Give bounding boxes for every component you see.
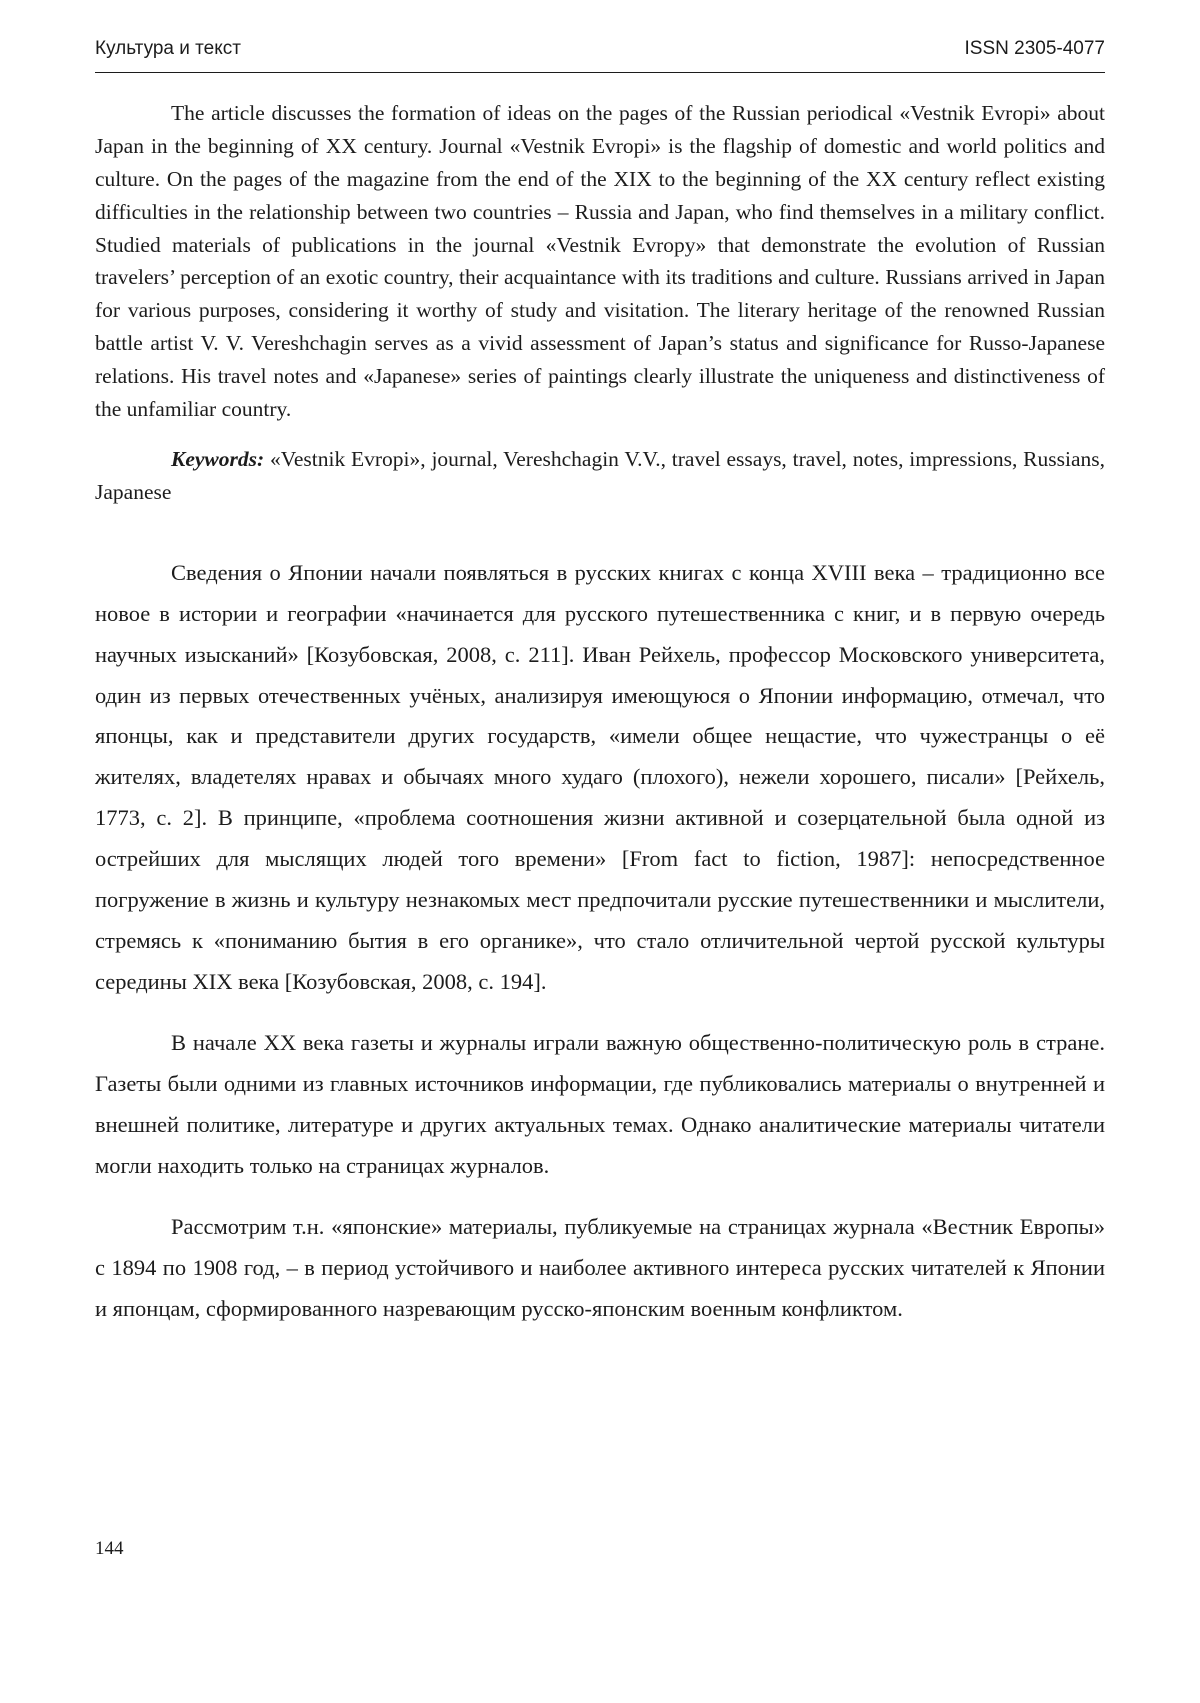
abstract-paragraph: The article discusses the formation of ideas on the pages of the Russian periodical «Vestnik Evropi» about Japan in the beginning of XX century. Journal «Vestnik Evropi» is the flagship of domestic and world politics and culture. On the pages of the magazine from the end of the XIX to the beginning of the XX century reflect existing difficulties in the relationship between two countries – Russia and Japan, who find themselves in a military conflict. Studied materials of publications in the journal «Vestnik Evropy» that demonstrate the evolution of Russian travelers’ perception of an exotic country, their acquaintance with its traditions and culture. Russians arrived in Japan for various purposes, considering it worthy of study and visitation. The literary heritage of the renowned Russian battle artist V. V. Vereshchagin serves as a vivid assessment of Japan’s status and significance for Russo-Japanese relations. His travel notes and «Japanese» series of paintings clearly illustrate the uniqueness and distinctiveness of the unfamiliar country.	[95, 101, 1105, 422]
journal-title: Культура и текст	[95, 38, 241, 59]
header-divider	[95, 72, 1105, 73]
page-header	[95, 38, 1105, 72]
body-paragraph-2: В начале XX века газеты и журналы играли важную общественно-политическую роль в стране. Газеты были одними из главных источников информации, где публиковались материалы о внутренней и внешней политике, литературе и других актуальных темах. Однако аналитические материалы читатели могли находить только на страницах журналов.	[95, 1030, 1105, 1178]
body-paragraph-3: Рассмотрим т.н. «японские» материалы, публикуемые на страницах журнала «Вестник Европы» с 1894 по 1908 год, – в период устойчивого и наиболее активного интереса русских читателей к Японии и японцам, сформированного назревающим русско-японским военным конфликтом.	[95, 1213, 1105, 1321]
keywords-label: Keywords:	[171, 446, 265, 471]
page-number: 144	[95, 1538, 124, 1559]
body-paragraph-1: Сведения о Японии начали появляться в русских книгах с конца XVIII века – традиционно все новое в истории и географии «начинается для русского путешественника с книг, и в первую очередь научных изысканий» [Козубовская, 2008, с. 211]. Иван Рейхель, профессор Московского университета, один из первых отечественных учёных, анализируя имеющуюся о Японии информацию, отмечал, что японцы, как и представители других государств, «имели общее нещастие, что чужестранцы о её жителях, владетелях нравах и обычаях много худаго (плохого), нежели хорошего, писали» [Рейхель, 1773, с. 2]. В принципе, «проблема соотношения жизни активной и созерцательной была одной из острейших для мыслящих людей того времени» [From fact to fiction, 1987]: непосредственное погружение в жизнь и культуру незнакомых мест предпочитали русские путешественники и мыслители, стремясь к «пониманию бытия в его органике», что стало отличительной чертой русской культуры середины XIX века [Козубовская, 2008, с. 194].	[95, 559, 1105, 995]
article-body	[95, 97, 1105, 1330]
issn-label: ISSN 2305-4077	[964, 38, 1105, 59]
keywords-text: «Vestnik Evropi», journal, Vereshchagin V.V., travel essays, travel, notes, impressions, Russians, Japanese	[95, 446, 1105, 504]
keywords-paragraph	[95, 443, 1105, 509]
